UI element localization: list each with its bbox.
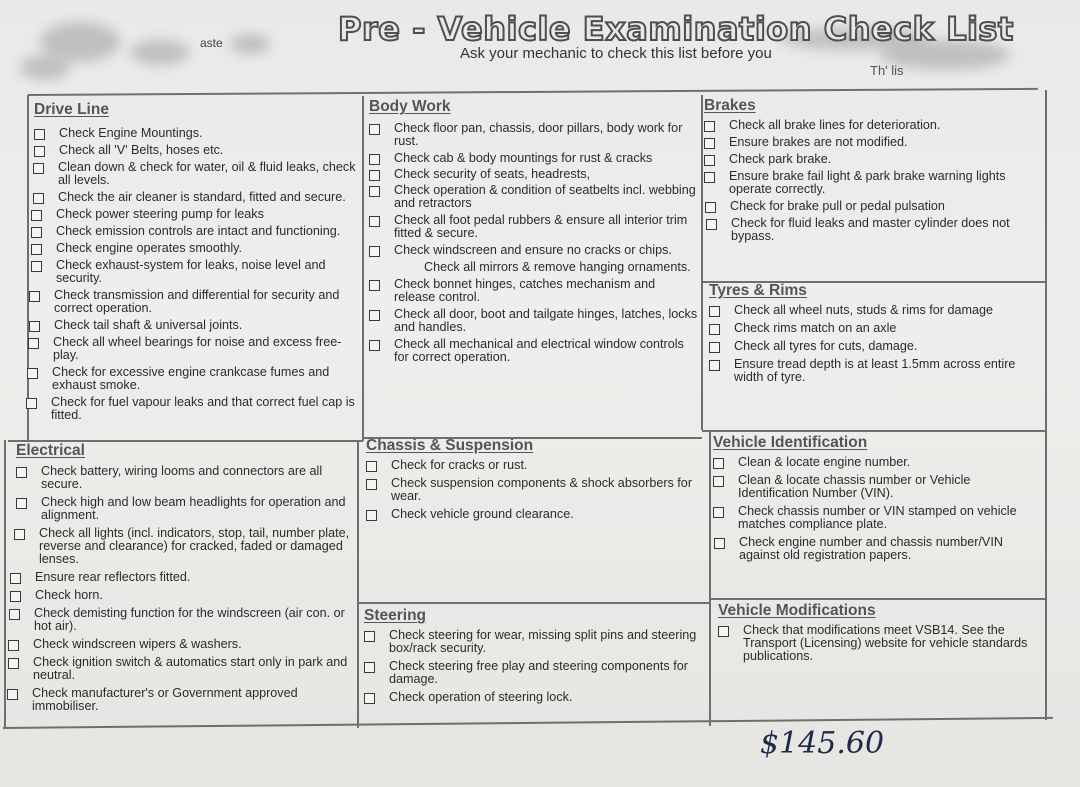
checklist-item-text: Check vehicle ground clearance.: [391, 507, 574, 521]
checklist-item: [369, 338, 699, 364]
checklist-item-text: Check steering free play and steering components for damage.: [389, 659, 688, 686]
checklist-item: [714, 536, 1043, 562]
checklist-item: [399, 261, 699, 274]
checklist-item-text: Check all lights (incl. indicators, stop, tail, number plate, reverse and clearance) for cracked, faded or damaged lenses.: [39, 526, 350, 566]
checklist-item: [26, 396, 360, 422]
checklist-item: [7, 687, 356, 713]
checkbox[interactable]: [713, 507, 724, 518]
checkbox[interactable]: [713, 458, 724, 469]
checklist-item: [29, 289, 360, 315]
checklist-item: [364, 660, 709, 686]
checklist-item-text: Check windscreen wipers & washers.: [33, 637, 242, 651]
checklist-item: [16, 496, 356, 522]
checklist-item-text: Check battery, wiring looms and connectors are all secure.: [41, 464, 323, 491]
checklist-item-text: Check all wheel bearings for noise and excess free-play.: [53, 335, 342, 362]
checklist-item-text: Clean & locate chassis number or Vehicle Identification Number (VIN).: [738, 473, 971, 500]
section-body-work: [369, 98, 699, 364]
checklist-item-text: Check for excessive engine crankcase fumes and exhaust smoke.: [52, 365, 330, 392]
checklist-item-text: Check operation & condition of seatbelts incl. webbing and retractors: [394, 183, 696, 210]
checklist-item-text: Check operation of steering lock.: [389, 690, 573, 704]
checklist-item-text: Check park brake.: [729, 152, 832, 166]
checkbox[interactable]: [8, 658, 19, 669]
section-title: Steering: [364, 607, 427, 624]
checkbox[interactable]: [31, 227, 42, 238]
checkbox[interactable]: [31, 244, 42, 255]
column-divider-2-lower: [709, 430, 711, 726]
checklist-item-text: Check steering for wear, missing split pins and steering box/rack security.: [389, 628, 697, 655]
checkbox[interactable]: [364, 693, 375, 704]
checklist-item-text: Check high and low beam headlights for operation and alignment.: [41, 495, 346, 522]
checklist-item: [369, 168, 699, 181]
checkbox[interactable]: [16, 467, 27, 478]
page-subtitle: Ask your mechanic to check this list before you: [460, 45, 772, 62]
checklist-item-text: Check all mirrors & remove hanging ornaments.: [424, 260, 691, 274]
checkbox[interactable]: [704, 155, 715, 166]
checklist-item: [31, 225, 360, 238]
checkbox[interactable]: [369, 154, 380, 165]
checkbox[interactable]: [26, 398, 37, 409]
page-title: Pre - Vehicle Examination Check List: [338, 10, 1014, 48]
row-divider-modifications: [710, 598, 1046, 600]
checklist-item: [704, 170, 1039, 196]
checkbox[interactable]: [709, 360, 720, 371]
table-border-top: [28, 88, 1038, 96]
checkbox[interactable]: [369, 216, 380, 227]
checklist-item: [33, 191, 360, 204]
checklist-item-text: Check engine number and chassis number/VIN against old registration papers.: [739, 535, 1003, 562]
checklist-item: [709, 322, 1041, 335]
checklist-item-text: Check all foot pedal rubbers & ensure all interior trim fitted & secure.: [394, 213, 688, 240]
checkbox[interactable]: [704, 121, 715, 132]
checkbox[interactable]: [31, 261, 42, 272]
checklist-item: [369, 152, 699, 165]
section-vehicle-modifications: [718, 602, 1043, 663]
checklist-item-text: Check bonnet hinges, catches mechanism and release control.: [394, 277, 656, 304]
checklist-item: [28, 336, 360, 362]
checkbox[interactable]: [28, 338, 39, 349]
checklist-item: [369, 122, 699, 148]
checklist-item-text: Check all mechanical and electrical window controls for correct operation.: [394, 337, 684, 364]
checkbox[interactable]: [14, 529, 25, 540]
section-vehicle-identification: [713, 434, 1043, 562]
checkbox[interactable]: [34, 146, 45, 157]
checklist-item-text: Clean down & check for water, oil & fluid leaks, check all levels.: [58, 160, 356, 187]
checklist-item-text: Check Engine Mountings.: [59, 126, 203, 140]
checkbox[interactable]: [706, 219, 717, 230]
checklist-item-text: Check suspension components & shock absorbers for wear.: [391, 476, 693, 503]
checklist-item: [366, 459, 706, 472]
checklist-item: [31, 208, 360, 221]
checklist-item-text: Check chassis number or VIN stamped on vehicle matches compliance plate.: [738, 504, 1017, 531]
checklist-item: [705, 200, 1039, 213]
checklist-item: [709, 358, 1041, 384]
checklist-item-text: Clean & locate engine number.: [738, 455, 911, 469]
checkbox[interactable]: [369, 170, 380, 181]
checklist-item-text: Check demisting function for the windscreen (air con. or hot air).: [34, 606, 345, 633]
checklist-item: [369, 244, 699, 257]
table-border-bottom: [3, 717, 1053, 729]
table-border-left-lower: [4, 440, 6, 728]
header-small-right: Th' lis: [870, 63, 904, 78]
checkbox[interactable]: [366, 479, 377, 490]
row-divider-right: [702, 430, 1046, 432]
checkbox[interactable]: [10, 591, 21, 602]
checkbox[interactable]: [709, 306, 720, 317]
checklist-item: [364, 629, 709, 655]
checklist-item: [706, 217, 1039, 243]
checklist-item-text: Check all wheel nuts, studs & rims for damage: [734, 303, 993, 317]
checkbox[interactable]: [34, 129, 45, 140]
checklist-item-text: Check ignition switch & automatics start only in park and neutral.: [33, 655, 348, 682]
row-divider-steering: [358, 602, 710, 604]
checklist-item-text: Check emission controls are intact and functioning.: [56, 224, 341, 238]
checkbox[interactable]: [709, 324, 720, 335]
checklist-item-text: Check cab & body mountings for rust & cracks: [394, 151, 653, 165]
checkbox: [399, 263, 410, 274]
column-divider-1: [362, 96, 364, 441]
header-small-left: aste: [200, 36, 223, 50]
checkbox[interactable]: [31, 210, 42, 221]
checklist-item-text: Check all tyres for cuts, damage.: [734, 339, 918, 353]
section-title: Electrical: [16, 442, 85, 459]
checkbox[interactable]: [709, 342, 720, 353]
checklist-item: [31, 259, 360, 285]
checklist-item: [34, 144, 360, 157]
checklist-item: [29, 319, 360, 332]
section-title: Brakes: [704, 97, 756, 114]
checkbox[interactable]: [29, 321, 40, 332]
checklist-item-text: Check for cracks or rust.: [391, 458, 528, 472]
section-title: Chassis & Suspension: [366, 437, 534, 454]
column-divider-1-lower: [357, 440, 359, 728]
checkbox[interactable]: [10, 573, 21, 584]
checklist-item: [713, 456, 1043, 469]
checkbox[interactable]: [713, 476, 724, 487]
checklist-item: [364, 691, 709, 704]
checklist-item: [369, 278, 699, 304]
checkbox[interactable]: [369, 310, 380, 321]
checklist-item-text: Check exhaust-system for leaks, noise level and security.: [56, 258, 326, 285]
checklist-item: [14, 527, 356, 566]
checklist-item-text: Check all door, boot and tailgate hinges, latches, locks and handles.: [394, 307, 698, 334]
section-brakes: [704, 97, 1039, 243]
handwritten-price: $145.60: [760, 726, 885, 761]
checkbox[interactable]: [366, 461, 377, 472]
checklist-item-text: Check rims match on an axle: [734, 321, 897, 335]
column-divider-2: [701, 95, 703, 430]
checklist-item-text: Check all 'V' Belts, hoses etc.: [59, 143, 224, 157]
section-title: Drive Line: [34, 101, 109, 118]
checkbox[interactable]: [718, 626, 729, 637]
checklist-item: [33, 161, 360, 187]
checkbox[interactable]: [369, 246, 380, 257]
checklist-item-text: Check security of seats, headrests,: [394, 167, 590, 181]
checkbox[interactable]: [364, 631, 375, 642]
checklist-item: [369, 214, 699, 240]
checklist-item-text: Check all brake lines for deterioration.: [729, 118, 941, 132]
section-chassis-suspension: [366, 437, 706, 521]
checklist-item-text: Check power steering pump for leaks: [56, 207, 264, 221]
checklist-item: [709, 340, 1041, 353]
checkbox[interactable]: [33, 193, 44, 204]
checklist-item-text: Check floor pan, chassis, door pillars, body work for rust.: [394, 121, 683, 148]
checklist-item-text: Check tail shaft & universal joints.: [54, 318, 243, 332]
checkbox[interactable]: [704, 172, 715, 183]
checklist-item: [8, 638, 356, 651]
checklist-item-text: Check for brake pull or pedal pulsation: [730, 199, 945, 213]
checklist-item: [8, 656, 356, 682]
checkbox[interactable]: [16, 498, 27, 509]
checklist-item: [709, 304, 1041, 317]
section-drive-line: [34, 101, 360, 422]
checkbox[interactable]: [369, 124, 380, 135]
checkbox[interactable]: [366, 510, 377, 521]
checklist-item: [366, 508, 706, 521]
checklist-item-text: Check the air cleaner is standard, fitted and secure.: [58, 190, 346, 204]
checklist-item: [10, 571, 356, 584]
section-steering: [364, 607, 709, 704]
checklist-item-text: Check manufacturer's or Government approved immobiliser.: [32, 686, 298, 713]
section-title: Vehicle Identification: [713, 434, 868, 451]
section-title: Vehicle Modifications: [718, 602, 876, 619]
checklist-item-text: Ensure rear reflectors fitted.: [35, 570, 191, 584]
checklist-item-text: Check transmission and differential for security and correct operation.: [54, 288, 340, 315]
checklist-item-text: Check for fluid leaks and master cylinder does not bypass.: [731, 216, 1010, 243]
checkbox[interactable]: [9, 609, 20, 620]
checklist-item-text: Check engine operates smoothly.: [56, 241, 242, 255]
checklist-item-text: Check for fuel vapour leaks and that correct fuel cap is fitted.: [51, 395, 355, 422]
checkbox[interactable]: [705, 202, 716, 213]
checklist-item: [704, 153, 1039, 166]
checkbox[interactable]: [29, 291, 40, 302]
checkbox[interactable]: [714, 538, 725, 549]
checklist-item-text: Ensure brakes are not modified.: [729, 135, 908, 149]
checkbox[interactable]: [7, 689, 18, 700]
checklist-item: [713, 474, 1043, 500]
section-title: Tyres & Rims: [709, 282, 807, 299]
checklist-item: [27, 366, 360, 392]
checkbox[interactable]: [364, 662, 375, 673]
checklist-item: [9, 607, 356, 633]
checklist-item-text: Check horn.: [35, 588, 103, 602]
checklist-item-text: Ensure brake fail light & park brake warning lights operate correctly.: [729, 169, 1006, 196]
checklist-item: [704, 119, 1039, 132]
checklist-item: [713, 505, 1043, 531]
section-tyres-rims: [709, 282, 1041, 384]
checklist-item: [31, 242, 360, 255]
checkbox[interactable]: [27, 368, 38, 379]
checklist-item: [369, 308, 699, 334]
checklist-item-text: Check windscreen and ensure no cracks or chips.: [394, 243, 672, 257]
checklist-item: [366, 477, 706, 503]
checklist-item-text: Ensure tread depth is at least 1.5mm across entire width of tyre.: [734, 357, 1016, 384]
checklist-item: [369, 184, 699, 210]
checkbox[interactable]: [369, 340, 380, 351]
checklist-item-text: Check that modifications meet VSB14. See the Transport (Licensing) website for vehicle standards publications.: [743, 623, 1028, 663]
checkbox[interactable]: [704, 138, 715, 149]
checkbox[interactable]: [369, 186, 380, 197]
checklist-item: [704, 136, 1039, 149]
checklist-item: [10, 589, 356, 602]
checkbox[interactable]: [8, 640, 19, 651]
checkbox[interactable]: [369, 280, 380, 291]
section-electrical: [16, 442, 356, 713]
checkbox[interactable]: [33, 163, 44, 174]
checklist-item: [718, 624, 1043, 663]
checklist-item: [16, 465, 356, 491]
checklist-item: [34, 127, 360, 140]
table-border-right: [1045, 90, 1047, 720]
section-title: Body Work: [369, 98, 451, 115]
